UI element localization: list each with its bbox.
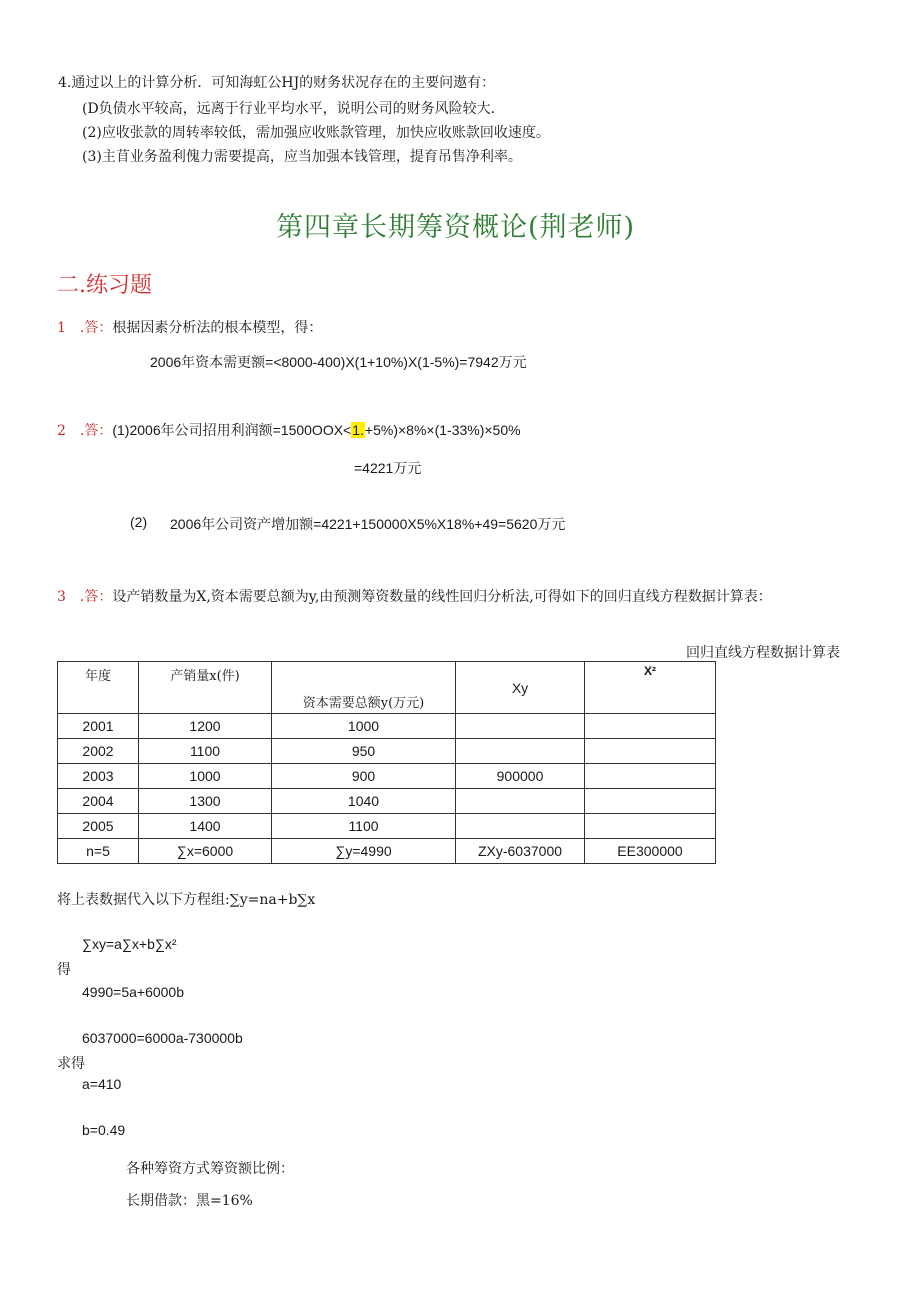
total-n: n=5	[58, 839, 139, 864]
table-totals-row	[58, 839, 716, 864]
cell-volume: 1100	[139, 739, 272, 764]
equation-system-line-2: ∑xy=a∑x+b∑x²	[82, 936, 177, 952]
section-title: 二.练习题	[57, 273, 152, 298]
highlighted-text: 1.	[352, 422, 364, 438]
cell-x-squared	[585, 739, 716, 764]
table-header-row	[58, 662, 716, 714]
result-b: b=0.49	[82, 1122, 126, 1138]
ratio-line-1: 长期借款：黑=16%	[126, 1193, 253, 1209]
question-3	[57, 586, 772, 606]
header-volume: 产销量x(件)	[139, 662, 272, 714]
de-label: 得	[57, 962, 71, 978]
question-3-number: 3 .答：	[57, 589, 113, 605]
total-x-squared: EE300000	[585, 839, 716, 864]
question-1-formula: 2006年资本需更额=<8000-400)X(1+10%)X(1-5%)=7942万元	[150, 354, 527, 370]
question-2-formula-post: +5%)×8%×(1-33%)×50%	[364, 422, 521, 438]
cell-volume: 1000	[139, 764, 272, 789]
table-row	[58, 764, 716, 789]
cell-xy: 900000	[456, 764, 585, 789]
table-row	[58, 789, 716, 814]
total-y: ∑y=4990	[272, 839, 456, 864]
regression-table	[57, 661, 716, 864]
cell-capital: 1040	[272, 789, 456, 814]
header-year: 年度	[58, 662, 139, 714]
cell-capital: 950	[272, 739, 456, 764]
table-row	[58, 814, 716, 839]
cell-capital: 1000	[272, 714, 456, 739]
cell-volume: 1200	[139, 714, 272, 739]
qiude-label: 求得	[57, 1056, 85, 1072]
cell-x-squared	[585, 764, 716, 789]
intro-line-3: (2)应收张款的周转率较低，需加强应收账款管理，加快应收账款回收速度。	[82, 125, 550, 141]
question-2-number: 2 .答：	[57, 423, 113, 439]
intro-line-2: (D负债水平较高，远离于行业平均水平，说明公司的财务风险较大.	[82, 101, 496, 117]
cell-xy	[456, 739, 585, 764]
cell-year: 2003	[58, 764, 139, 789]
intro-line-4: (3)主苜业务盈利傀力需要提高，应当加强本钱管理，提育吊售净利率。	[82, 149, 522, 165]
question-1	[57, 317, 322, 337]
question-2-part-2-label: (2)	[130, 514, 148, 530]
cell-year: 2005	[58, 814, 139, 839]
cell-year: 2004	[58, 789, 139, 814]
question-2-formula-pre: (1)2006年公司招用利润额=1500OOX<	[112, 422, 352, 438]
cell-year: 2001	[58, 714, 139, 739]
table-row	[58, 714, 716, 739]
cell-capital: 900	[272, 764, 456, 789]
total-xy: ZXy-6037000	[456, 839, 585, 864]
cell-xy	[456, 814, 585, 839]
result-a: a=410	[82, 1076, 122, 1092]
question-2-result: =4221万元	[354, 460, 422, 476]
header-x-squared: X²	[585, 662, 716, 714]
cell-x-squared	[585, 714, 716, 739]
cell-x-squared	[585, 789, 716, 814]
cell-capital: 1100	[272, 814, 456, 839]
cell-xy	[456, 789, 585, 814]
header-capital: 资本需要总额y(万元)	[272, 662, 456, 714]
cell-xy	[456, 714, 585, 739]
intro-line-1: 4.通过以上的计算分析．可知海虹公HJ的财务状况存在的主要问遨有：	[58, 75, 496, 91]
cell-volume: 1300	[139, 789, 272, 814]
equation-2: 6037000=6000a-730000b	[82, 1030, 243, 1046]
question-1-number: 1 .答：	[57, 320, 113, 336]
equation-1: 4990=5a+6000b	[82, 984, 184, 1000]
header-xy: Xy	[456, 662, 585, 714]
table-row	[58, 739, 716, 764]
question-2-part-2: 2006年公司资产增加额=4221+150000X5%X18%+49=5620万元	[170, 516, 566, 532]
question-3-text: 设产销数量为X,资本需要总额为y,由预测筹资数量的线性回归分析法,可得如下的回归直线方程数据计算表：	[112, 589, 772, 605]
chapter-title: 第四章长期筹资概论(荆老师)	[276, 212, 636, 243]
question-2-part-1	[57, 420, 521, 440]
cell-x-squared	[585, 814, 716, 839]
total-x: ∑x=6000	[139, 839, 272, 864]
cell-volume: 1400	[139, 814, 272, 839]
table-caption: 回归直线方程数据计算表	[686, 645, 840, 661]
question-1-text: 根据因素分析法的根本模型，得：	[112, 320, 323, 336]
cell-year: 2002	[58, 739, 139, 764]
equation-system-line-1: 将上表数据代入以下方程组:∑y=na+b∑x	[57, 892, 316, 908]
ratio-heading: 各种筹资方式筹资额比例：	[126, 1161, 294, 1177]
